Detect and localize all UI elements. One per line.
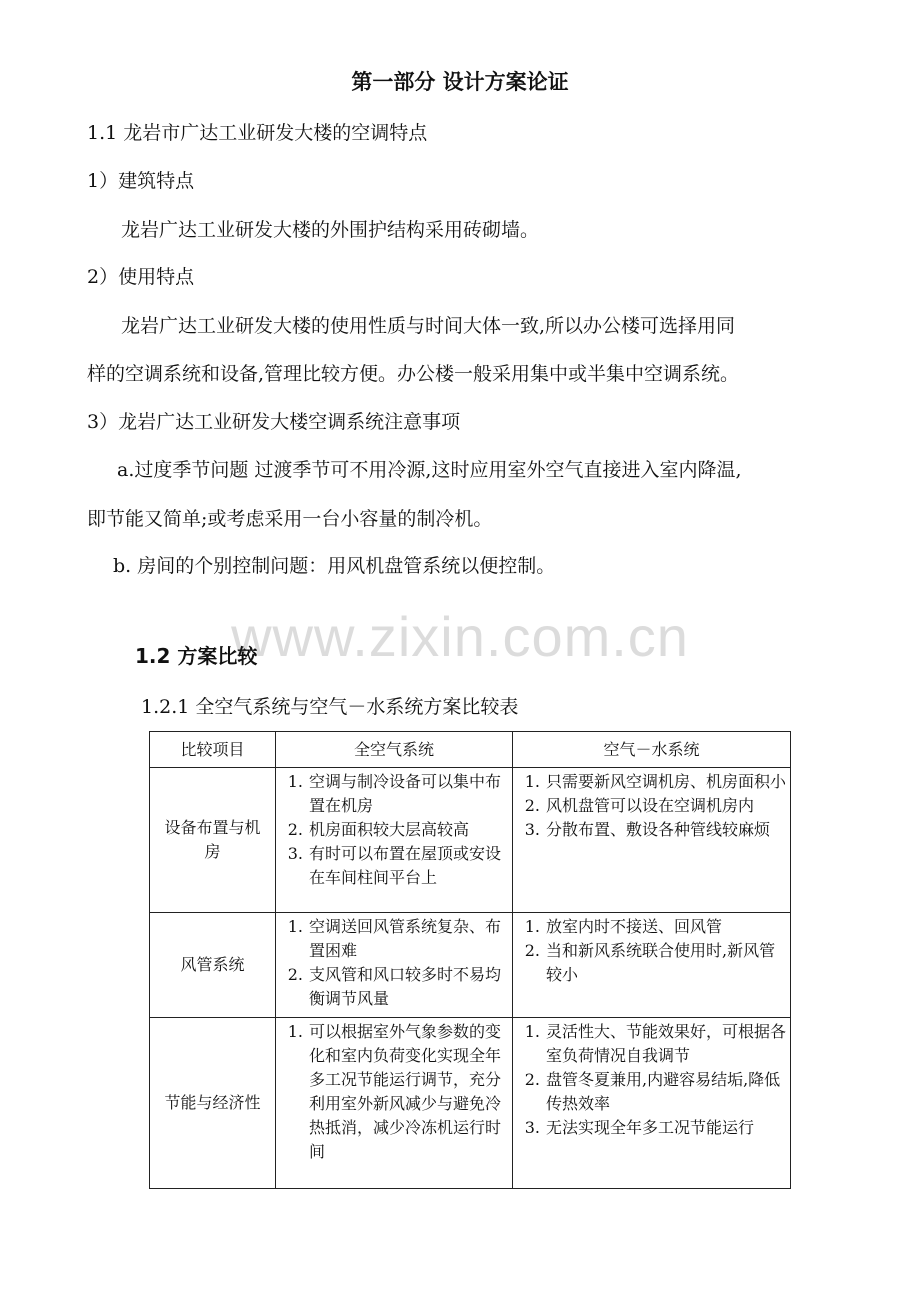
item-text: 风机盘管可以设在空调机房内: [546, 796, 755, 815]
row-label-cell: 节能与经济性: [150, 1018, 276, 1189]
section-heading-1-2: 1.2 方案比较: [135, 644, 258, 668]
item-text: 盘管冬夏兼用,内避容易结垢,降低传热效率: [546, 1070, 781, 1113]
item-number: 2.: [524, 941, 540, 960]
item-number: 2.: [524, 796, 540, 815]
list-item: [276, 842, 508, 890]
subheading-usage: 2）使用特点: [87, 266, 195, 288]
note-b: b. 房间的个别控制问题：用风机盘管系统以便控制。: [113, 555, 556, 577]
header-cell: 比较项目: [150, 732, 276, 768]
item-number: 1.: [287, 917, 303, 936]
item-text: 当和新风系统联合使用时,新风管较小: [546, 941, 776, 984]
table-caption: 1.2.1 全空气系统与空气－水系统方案比较表: [141, 696, 519, 718]
list-item: [513, 1116, 786, 1140]
item-list: [276, 915, 512, 1011]
item-text: 分散布置、敷设各种管线较麻烦: [546, 820, 771, 839]
item-text: 无法实现全年多工况节能运行: [546, 1118, 755, 1137]
list-item: [513, 939, 786, 987]
paragraph-building: 龙岩广达工业研发大楼的外围护结构采用砖砌墙。: [121, 219, 540, 241]
item-text: 灵活性大、节能效果好，可根据各室负荷情况自我调节: [546, 1022, 787, 1065]
air-water-cell: [513, 1018, 791, 1189]
list-item: [276, 963, 508, 1011]
list-item: [276, 1020, 508, 1164]
air-water-cell: [513, 913, 791, 1018]
item-list: [513, 915, 790, 987]
row-label-cell: 设备布置与机房: [150, 768, 276, 913]
header-cell: 全空气系统: [276, 732, 513, 768]
item-number: 2.: [524, 1070, 540, 1089]
section-heading-1-1: 1.1 龙岩市广达工业研发大楼的空调特点: [87, 122, 428, 144]
comparison-table: [149, 731, 791, 1189]
all-air-cell: [276, 913, 513, 1018]
note-a-line-1: a.过度季节问题 过渡季节可不用冷源,这时应用室外空气直接进入室内降温,: [117, 459, 742, 481]
list-item: [276, 818, 508, 842]
watermark: www.zixin.com.cn: [231, 605, 689, 668]
page-title: 第一部分 设计方案论证: [351, 70, 569, 94]
item-number: 1.: [524, 772, 540, 791]
all-air-cell: [276, 768, 513, 913]
list-item: [276, 915, 508, 963]
item-text: 支风管和风口较多时不易均衡调节风量: [309, 965, 502, 1008]
item-list: [276, 1020, 512, 1164]
item-text: 放室内时不接送、回风管: [546, 917, 723, 936]
paragraph-usage-line-2: 样的空调系统和设备,管理比较方便。办公楼一般采用集中或半集中空调系统。: [87, 363, 740, 385]
table-row: [150, 1018, 791, 1189]
item-number: 2.: [287, 820, 303, 839]
item-list: [513, 770, 790, 842]
item-number: 1.: [524, 1022, 540, 1041]
item-text: 空调送回风管系统复杂、布置困难: [309, 917, 502, 960]
list-item: [513, 794, 786, 818]
item-number: 1.: [287, 1022, 303, 1041]
item-number: 1.: [524, 917, 540, 936]
list-item: [276, 770, 508, 818]
item-number: 1.: [287, 772, 303, 791]
item-number: 3.: [524, 1118, 540, 1137]
item-text: 可以根据室外气象参数的变化和室内负荷变化实现全年多工况节能运行调节，充分利用室外新风减少与避免冷热抵消，减少冷冻机运行时间: [309, 1022, 502, 1161]
item-text: 空调与制冷设备可以集中布置在机房: [309, 772, 502, 815]
item-text: 只需要新风空调机房、机房面积小: [546, 772, 787, 791]
row-label-cell: 风管系统: [150, 913, 276, 1018]
item-number: 2.: [287, 965, 303, 984]
list-item: [513, 1068, 786, 1116]
list-item: [513, 818, 786, 842]
list-item: [513, 770, 786, 794]
paragraph-usage-line-1: 龙岩广达工业研发大楼的使用性质与时间大体一致,所以办公楼可选择用同: [121, 315, 736, 337]
list-item: [513, 915, 786, 939]
note-a-line-2: 即节能又简单;或考虑采用一台小容量的制冷机。: [87, 508, 493, 530]
list-item: [513, 1020, 786, 1068]
header-cell: 空气－水系统: [513, 732, 791, 768]
item-list: [276, 770, 512, 890]
item-text: 有时可以布置在屋顶或安设在车间柱间平台上: [309, 844, 502, 887]
table-row: [150, 913, 791, 1018]
air-water-cell: [513, 768, 791, 913]
subheading-notes: 3）龙岩广达工业研发大楼空调系统注意事项: [87, 411, 461, 433]
table-header-row: [150, 732, 791, 768]
subheading-building: 1）建筑特点: [87, 170, 195, 192]
item-number: 3.: [524, 820, 540, 839]
table-row: [150, 768, 791, 913]
all-air-cell: [276, 1018, 513, 1189]
item-text: 机房面积较大层高较高: [309, 820, 470, 839]
item-number: 3.: [287, 844, 303, 863]
item-list: [513, 1020, 790, 1140]
